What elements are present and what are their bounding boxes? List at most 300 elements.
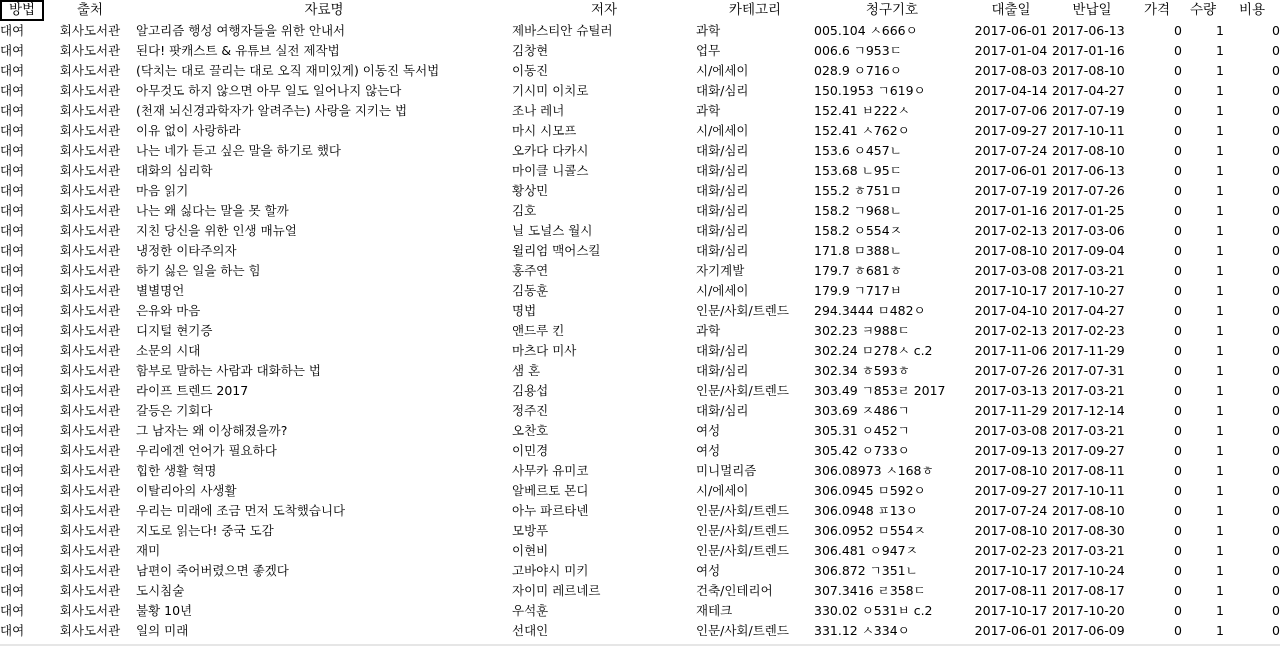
category-cell[interactable]: 인문/사회/트렌드 bbox=[696, 303, 789, 318]
quantity-cell[interactable]: 1 bbox=[1216, 623, 1224, 638]
price-cell[interactable]: 0 bbox=[1174, 23, 1182, 38]
title-cell[interactable]: 소문의 시대 bbox=[136, 343, 201, 358]
quantity-cell[interactable]: 1 bbox=[1216, 323, 1224, 338]
title-cell[interactable]: 일의 미래 bbox=[136, 623, 189, 638]
title-cell[interactable]: 불황 10년 bbox=[136, 603, 193, 618]
loan-date-cell[interactable]: 2017-04-14 bbox=[974, 83, 1048, 98]
column-header-quantity[interactable]: 수량 bbox=[1189, 2, 1217, 18]
author-cell[interactable]: 오카다 다카시 bbox=[512, 143, 589, 158]
source-cell[interactable]: 회사도서관 bbox=[59, 543, 121, 558]
return-date-cell[interactable]: 2017-03-21 bbox=[1052, 423, 1125, 438]
title-cell[interactable]: 재미 bbox=[136, 543, 161, 558]
source-cell[interactable]: 회사도서관 bbox=[59, 383, 121, 398]
loan-date-cell[interactable]: 2017-08-10 bbox=[974, 463, 1048, 478]
cost-cell[interactable]: 0 bbox=[1272, 143, 1280, 158]
quantity-cell[interactable]: 1 bbox=[1216, 483, 1224, 498]
title-cell[interactable]: 함부로 말하는 사람과 대화하는 법 bbox=[136, 363, 321, 378]
cost-cell[interactable]: 0 bbox=[1272, 23, 1280, 38]
category-cell[interactable]: 대화/심리 bbox=[696, 183, 749, 198]
title-cell[interactable]: 별별명언 bbox=[136, 283, 185, 298]
return-date-cell[interactable]: 2017-01-25 bbox=[1052, 203, 1125, 218]
author-cell[interactable]: 앤드루 킨 bbox=[512, 323, 565, 338]
quantity-cell[interactable]: 1 bbox=[1216, 343, 1224, 358]
source-cell[interactable]: 회사도서관 bbox=[59, 223, 121, 238]
method-cell[interactable]: 대여 bbox=[0, 243, 25, 258]
title-cell[interactable]: 하기 싫은 일을 하는 힘 bbox=[136, 263, 261, 278]
call-number-cell[interactable]: 152.41 ㅅ762ㅇ bbox=[814, 123, 910, 138]
method-cell[interactable]: 대여 bbox=[0, 183, 25, 198]
source-cell[interactable]: 회사도서관 bbox=[59, 163, 121, 178]
price-cell[interactable]: 0 bbox=[1174, 123, 1182, 138]
loan-date-cell[interactable]: 2017-03-08 bbox=[974, 423, 1048, 438]
category-cell[interactable]: 대화/심리 bbox=[696, 163, 749, 178]
author-cell[interactable]: 오찬호 bbox=[512, 423, 549, 438]
title-cell[interactable]: 라이프 트렌드 2017 bbox=[136, 383, 249, 398]
cost-cell[interactable]: 0 bbox=[1272, 303, 1280, 318]
author-cell[interactable]: 고바야시 미키 bbox=[512, 563, 589, 578]
loan-date-cell[interactable]: 2017-06-01 bbox=[974, 623, 1048, 638]
method-cell[interactable]: 대여 bbox=[0, 43, 25, 58]
cost-cell[interactable]: 0 bbox=[1272, 543, 1280, 558]
title-cell[interactable]: 이유 없이 사랑하라 bbox=[136, 123, 241, 138]
return-date-cell[interactable]: 2017-10-11 bbox=[1052, 123, 1125, 138]
quantity-cell[interactable]: 1 bbox=[1216, 23, 1224, 38]
loan-date-cell[interactable]: 2017-01-16 bbox=[974, 203, 1048, 218]
quantity-cell[interactable]: 1 bbox=[1216, 583, 1224, 598]
source-cell[interactable]: 회사도서관 bbox=[59, 603, 121, 618]
loan-date-cell[interactable]: 2017-06-01 bbox=[974, 163, 1048, 178]
call-number-cell[interactable]: 303.69 ㅈ486ㄱ bbox=[814, 403, 910, 418]
loan-date-cell[interactable]: 2017-07-24 bbox=[974, 143, 1048, 158]
quantity-cell[interactable]: 1 bbox=[1216, 163, 1224, 178]
source-cell[interactable]: 회사도서관 bbox=[59, 583, 121, 598]
author-cell[interactable]: 선대인 bbox=[512, 623, 549, 638]
return-date-cell[interactable]: 2017-04-27 bbox=[1052, 83, 1125, 98]
column-header-method[interactable]: 방법 bbox=[0, 0, 44, 21]
source-cell[interactable]: 회사도서관 bbox=[59, 503, 121, 518]
source-cell[interactable]: 회사도서관 bbox=[59, 123, 121, 138]
source-cell[interactable]: 회사도서관 bbox=[59, 323, 121, 338]
method-cell[interactable]: 대여 bbox=[0, 383, 25, 398]
return-date-cell[interactable]: 2017-10-20 bbox=[1052, 603, 1125, 618]
price-cell[interactable]: 0 bbox=[1174, 223, 1182, 238]
method-cell[interactable]: 대여 bbox=[0, 563, 25, 578]
author-cell[interactable]: 황상민 bbox=[512, 183, 549, 198]
price-cell[interactable]: 0 bbox=[1174, 63, 1182, 78]
return-date-cell[interactable]: 2017-03-21 bbox=[1052, 543, 1125, 558]
cost-cell[interactable]: 0 bbox=[1272, 203, 1280, 218]
price-cell[interactable]: 0 bbox=[1174, 83, 1182, 98]
category-cell[interactable]: 대화/심리 bbox=[696, 83, 749, 98]
price-cell[interactable]: 0 bbox=[1174, 283, 1182, 298]
method-cell[interactable]: 대여 bbox=[0, 583, 25, 598]
source-cell[interactable]: 회사도서관 bbox=[59, 83, 121, 98]
cost-cell[interactable]: 0 bbox=[1272, 483, 1280, 498]
loan-date-cell[interactable]: 2017-02-23 bbox=[974, 543, 1048, 558]
call-number-cell[interactable]: 330.02 ㅇ531ㅂ c.2 bbox=[814, 603, 933, 618]
method-cell[interactable]: 대여 bbox=[0, 283, 25, 298]
author-cell[interactable]: 마시 시모프 bbox=[512, 123, 577, 138]
method-cell[interactable]: 대여 bbox=[0, 223, 25, 238]
price-cell[interactable]: 0 bbox=[1174, 163, 1182, 178]
category-cell[interactable]: 인문/사회/트렌드 bbox=[696, 523, 789, 538]
call-number-cell[interactable]: 302.34 ㅎ593ㅎ bbox=[814, 363, 910, 378]
cost-cell[interactable]: 0 bbox=[1272, 83, 1280, 98]
cost-cell[interactable]: 0 bbox=[1272, 423, 1280, 438]
price-cell[interactable]: 0 bbox=[1174, 303, 1182, 318]
price-cell[interactable]: 0 bbox=[1174, 623, 1182, 638]
title-cell[interactable]: 이탈리아의 사생활 bbox=[136, 483, 237, 498]
loan-date-cell[interactable]: 2017-10-17 bbox=[974, 563, 1048, 578]
method-cell[interactable]: 대여 bbox=[0, 443, 25, 458]
price-cell[interactable]: 0 bbox=[1174, 583, 1182, 598]
price-cell[interactable]: 0 bbox=[1174, 423, 1182, 438]
quantity-cell[interactable]: 1 bbox=[1216, 383, 1224, 398]
source-cell[interactable]: 회사도서관 bbox=[59, 523, 121, 538]
category-cell[interactable]: 대화/심리 bbox=[696, 203, 749, 218]
quantity-cell[interactable]: 1 bbox=[1216, 283, 1224, 298]
method-cell[interactable]: 대여 bbox=[0, 623, 25, 638]
method-cell[interactable]: 대여 bbox=[0, 123, 25, 138]
quantity-cell[interactable]: 1 bbox=[1216, 463, 1224, 478]
title-cell[interactable]: 된다! 팟캐스트 & 유튜브 실전 제작법 bbox=[136, 43, 340, 58]
cost-cell[interactable]: 0 bbox=[1272, 343, 1280, 358]
title-cell[interactable]: 갈등은 기회다 bbox=[136, 403, 213, 418]
title-cell[interactable]: (천재 뇌신경과학자가 알려주는) 사랑을 지키는 법 bbox=[136, 103, 408, 118]
category-cell[interactable]: 자기계발 bbox=[696, 263, 745, 278]
author-cell[interactable]: 윌리엄 맥어스킬 bbox=[512, 243, 601, 258]
loan-date-cell[interactable]: 2017-08-10 bbox=[974, 243, 1048, 258]
price-cell[interactable]: 0 bbox=[1174, 403, 1182, 418]
source-cell[interactable]: 회사도서관 bbox=[59, 263, 121, 278]
author-cell[interactable]: 정주진 bbox=[512, 403, 549, 418]
source-cell[interactable]: 회사도서관 bbox=[59, 243, 121, 258]
source-cell[interactable]: 회사도서관 bbox=[59, 23, 121, 38]
author-cell[interactable]: 김창현 bbox=[512, 43, 549, 58]
title-cell[interactable]: 냉정한 이타주의자 bbox=[136, 243, 237, 258]
loan-date-cell[interactable]: 2017-11-29 bbox=[974, 403, 1048, 418]
loan-date-cell[interactable]: 2017-06-01 bbox=[974, 23, 1048, 38]
method-cell[interactable]: 대여 bbox=[0, 263, 25, 278]
call-number-cell[interactable]: 153.6 ㅇ457ㄴ bbox=[814, 143, 902, 158]
category-cell[interactable]: 대화/심리 bbox=[696, 403, 749, 418]
source-cell[interactable]: 회사도서관 bbox=[59, 443, 121, 458]
author-cell[interactable]: 김호 bbox=[512, 203, 537, 218]
cost-cell[interactable]: 0 bbox=[1272, 583, 1280, 598]
return-date-cell[interactable]: 2017-09-04 bbox=[1052, 243, 1125, 258]
source-cell[interactable]: 회사도서관 bbox=[59, 343, 121, 358]
quantity-cell[interactable]: 1 bbox=[1216, 603, 1224, 618]
source-cell[interactable]: 회사도서관 bbox=[59, 183, 121, 198]
column-header-source[interactable]: 출처 bbox=[76, 2, 104, 18]
call-number-cell[interactable]: 306.0948 ㅍ13ㅇ bbox=[814, 503, 918, 518]
quantity-cell[interactable]: 1 bbox=[1216, 223, 1224, 238]
author-cell[interactable]: 알베르토 몬디 bbox=[512, 483, 589, 498]
price-cell[interactable]: 0 bbox=[1174, 43, 1182, 58]
return-date-cell[interactable]: 2017-08-10 bbox=[1052, 63, 1125, 78]
title-cell[interactable]: 도시침술 bbox=[136, 583, 185, 598]
source-cell[interactable]: 회사도서관 bbox=[59, 63, 121, 78]
return-date-cell[interactable]: 2017-10-24 bbox=[1052, 563, 1125, 578]
category-cell[interactable]: 과학 bbox=[696, 103, 721, 118]
quantity-cell[interactable]: 1 bbox=[1216, 143, 1224, 158]
call-number-cell[interactable]: 155.2 ㅎ751ㅁ bbox=[814, 183, 902, 198]
return-date-cell[interactable]: 2017-06-13 bbox=[1052, 23, 1125, 38]
title-cell[interactable]: 대화의 심리학 bbox=[136, 163, 213, 178]
category-cell[interactable]: 여성 bbox=[696, 423, 721, 438]
category-cell[interactable]: 인문/사회/트렌드 bbox=[696, 543, 789, 558]
call-number-cell[interactable]: 158.2 ㄱ968ㄴ bbox=[814, 203, 902, 218]
source-cell[interactable]: 회사도서관 bbox=[59, 403, 121, 418]
quantity-cell[interactable]: 1 bbox=[1216, 103, 1224, 118]
loan-date-cell[interactable]: 2017-09-13 bbox=[974, 443, 1048, 458]
return-date-cell[interactable]: 2017-08-10 bbox=[1052, 503, 1125, 518]
return-date-cell[interactable]: 2017-01-16 bbox=[1052, 43, 1125, 58]
method-cell[interactable]: 대여 bbox=[0, 503, 25, 518]
price-cell[interactable]: 0 bbox=[1174, 143, 1182, 158]
method-cell[interactable]: 대여 bbox=[0, 483, 25, 498]
quantity-cell[interactable]: 1 bbox=[1216, 523, 1224, 538]
call-number-cell[interactable]: 179.9 ㄱ717ㅂ bbox=[814, 283, 902, 298]
quantity-cell[interactable]: 1 bbox=[1216, 543, 1224, 558]
author-cell[interactable]: 마츠다 미사 bbox=[512, 343, 577, 358]
call-number-cell[interactable]: 303.49 ㄱ853ㄹ 2017 bbox=[814, 383, 946, 398]
loan-date-cell[interactable]: 2017-08-10 bbox=[974, 523, 1048, 538]
cost-cell[interactable]: 0 bbox=[1272, 603, 1280, 618]
call-number-cell[interactable]: 331.12 ㅅ334ㅇ bbox=[814, 623, 910, 638]
price-cell[interactable]: 0 bbox=[1174, 263, 1182, 278]
price-cell[interactable]: 0 bbox=[1174, 563, 1182, 578]
author-cell[interactable]: 명법 bbox=[512, 303, 537, 318]
return-date-cell[interactable]: 2017-10-11 bbox=[1052, 483, 1125, 498]
quantity-cell[interactable]: 1 bbox=[1216, 443, 1224, 458]
call-number-cell[interactable]: 294.3444 ㅁ482ㅇ bbox=[814, 303, 926, 318]
column-header-category[interactable]: 카테고리 bbox=[728, 2, 782, 18]
source-cell[interactable]: 회사도서관 bbox=[59, 423, 121, 438]
cost-cell[interactable]: 0 bbox=[1272, 363, 1280, 378]
author-cell[interactable]: 김동훈 bbox=[512, 283, 549, 298]
method-cell[interactable]: 대여 bbox=[0, 23, 25, 38]
method-cell[interactable]: 대여 bbox=[0, 603, 25, 618]
cost-cell[interactable]: 0 bbox=[1272, 183, 1280, 198]
title-cell[interactable]: 디지털 현기증 bbox=[136, 323, 213, 338]
call-number-cell[interactable]: 306.872 ㄱ351ㄴ bbox=[814, 563, 918, 578]
category-cell[interactable]: 대화/심리 bbox=[696, 343, 749, 358]
price-cell[interactable]: 0 bbox=[1174, 363, 1182, 378]
cost-cell[interactable]: 0 bbox=[1272, 463, 1280, 478]
return-date-cell[interactable]: 2017-10-27 bbox=[1052, 283, 1125, 298]
price-cell[interactable]: 0 bbox=[1174, 463, 1182, 478]
return-date-cell[interactable]: 2017-08-10 bbox=[1052, 143, 1125, 158]
source-cell[interactable]: 회사도서관 bbox=[59, 303, 121, 318]
method-cell[interactable]: 대여 bbox=[0, 63, 25, 78]
category-cell[interactable]: 대화/심리 bbox=[696, 143, 749, 158]
column-header-price[interactable]: 가격 bbox=[1143, 2, 1171, 18]
return-date-cell[interactable]: 2017-06-13 bbox=[1052, 163, 1125, 178]
category-cell[interactable]: 대화/심리 bbox=[696, 223, 749, 238]
cost-cell[interactable]: 0 bbox=[1272, 103, 1280, 118]
category-cell[interactable]: 시/에세이 bbox=[696, 63, 749, 78]
method-cell[interactable]: 대여 bbox=[0, 363, 25, 378]
quantity-cell[interactable]: 1 bbox=[1216, 43, 1224, 58]
method-cell[interactable]: 대여 bbox=[0, 83, 25, 98]
author-cell[interactable]: 사무카 유미코 bbox=[512, 463, 589, 478]
return-date-cell[interactable]: 2017-03-21 bbox=[1052, 383, 1125, 398]
price-cell[interactable]: 0 bbox=[1174, 243, 1182, 258]
source-cell[interactable]: 회사도서관 bbox=[59, 203, 121, 218]
author-cell[interactable]: 김용섭 bbox=[512, 383, 549, 398]
author-cell[interactable]: 아누 파르타넨 bbox=[512, 503, 589, 518]
return-date-cell[interactable]: 2017-04-27 bbox=[1052, 303, 1125, 318]
method-cell[interactable]: 대여 bbox=[0, 303, 25, 318]
price-cell[interactable]: 0 bbox=[1174, 343, 1182, 358]
cost-cell[interactable]: 0 bbox=[1272, 383, 1280, 398]
call-number-cell[interactable]: 158.2 ㅇ554ㅈ bbox=[814, 223, 902, 238]
cost-cell[interactable]: 0 bbox=[1272, 163, 1280, 178]
loan-date-cell[interactable]: 2017-04-10 bbox=[974, 303, 1048, 318]
title-cell[interactable]: 지도로 읽는다! 중국 도감 bbox=[136, 523, 274, 538]
author-cell[interactable]: 이동진 bbox=[512, 63, 549, 78]
return-date-cell[interactable]: 2017-11-29 bbox=[1052, 343, 1125, 358]
call-number-cell[interactable]: 306.0952 ㅁ554ㅈ bbox=[814, 523, 926, 538]
call-number-cell[interactable]: 302.24 ㅁ278ㅅ c.2 bbox=[814, 343, 933, 358]
call-number-cell[interactable]: 171.8 ㅁ388ㄴ bbox=[814, 243, 902, 258]
category-cell[interactable]: 인문/사회/트렌드 bbox=[696, 383, 789, 398]
cost-cell[interactable]: 0 bbox=[1272, 123, 1280, 138]
author-cell[interactable]: 홍주연 bbox=[512, 263, 549, 278]
title-cell[interactable]: 은유와 마음 bbox=[136, 303, 201, 318]
title-cell[interactable]: 힙한 생활 혁명 bbox=[136, 463, 217, 478]
title-cell[interactable]: 남편이 죽어버렸으면 좋겠다 bbox=[136, 563, 289, 578]
loan-date-cell[interactable]: 2017-09-27 bbox=[974, 123, 1048, 138]
loan-date-cell[interactable]: 2017-09-27 bbox=[974, 483, 1048, 498]
cost-cell[interactable]: 0 bbox=[1272, 263, 1280, 278]
quantity-cell[interactable]: 1 bbox=[1216, 263, 1224, 278]
call-number-cell[interactable]: 005.104 ㅅ666ㅇ bbox=[814, 23, 918, 38]
method-cell[interactable]: 대여 bbox=[0, 203, 25, 218]
price-cell[interactable]: 0 bbox=[1174, 183, 1182, 198]
method-cell[interactable]: 대여 bbox=[0, 143, 25, 158]
author-cell[interactable]: 모방푸 bbox=[512, 523, 549, 538]
loan-date-cell[interactable]: 2017-07-06 bbox=[974, 103, 1048, 118]
return-date-cell[interactable]: 2017-08-11 bbox=[1052, 463, 1125, 478]
title-cell[interactable]: 나는 왜 싫다는 말을 못 할까 bbox=[136, 203, 289, 218]
source-cell[interactable]: 회사도서관 bbox=[59, 623, 121, 638]
call-number-cell[interactable]: 306.481 ㅇ947ㅈ bbox=[814, 543, 918, 558]
title-cell[interactable]: 지친 당신을 위한 인생 매뉴얼 bbox=[136, 223, 297, 238]
cost-cell[interactable]: 0 bbox=[1272, 443, 1280, 458]
quantity-cell[interactable]: 1 bbox=[1216, 303, 1224, 318]
method-cell[interactable]: 대여 bbox=[0, 423, 25, 438]
cost-cell[interactable]: 0 bbox=[1272, 63, 1280, 78]
price-cell[interactable]: 0 bbox=[1174, 523, 1182, 538]
cost-cell[interactable]: 0 bbox=[1272, 283, 1280, 298]
return-date-cell[interactable]: 2017-09-27 bbox=[1052, 443, 1125, 458]
category-cell[interactable]: 업무 bbox=[696, 43, 721, 58]
quantity-cell[interactable]: 1 bbox=[1216, 403, 1224, 418]
loan-date-cell[interactable]: 2017-02-13 bbox=[974, 323, 1048, 338]
call-number-cell[interactable]: 006.6 ㄱ953ㄷ bbox=[814, 43, 902, 58]
loan-date-cell[interactable]: 2017-03-13 bbox=[974, 383, 1048, 398]
return-date-cell[interactable]: 2017-06-09 bbox=[1052, 623, 1125, 638]
quantity-cell[interactable]: 1 bbox=[1216, 123, 1224, 138]
method-cell[interactable]: 대여 bbox=[0, 523, 25, 538]
quantity-cell[interactable]: 1 bbox=[1216, 83, 1224, 98]
title-cell[interactable]: 그 남자는 왜 이상해졌을까? bbox=[136, 423, 288, 438]
call-number-cell[interactable]: 306.08973 ㅅ168ㅎ bbox=[814, 463, 934, 478]
category-cell[interactable]: 대화/심리 bbox=[696, 363, 749, 378]
source-cell[interactable]: 회사도서관 bbox=[59, 463, 121, 478]
loan-date-cell[interactable]: 2017-07-24 bbox=[974, 503, 1048, 518]
author-cell[interactable]: 조나 레너 bbox=[512, 103, 565, 118]
return-date-cell[interactable]: 2017-07-31 bbox=[1052, 363, 1125, 378]
method-cell[interactable]: 대여 bbox=[0, 403, 25, 418]
cost-cell[interactable]: 0 bbox=[1272, 243, 1280, 258]
author-cell[interactable]: 우석훈 bbox=[512, 603, 549, 618]
loan-date-cell[interactable]: 2017-03-08 bbox=[974, 263, 1048, 278]
category-cell[interactable]: 미니멀리즘 bbox=[696, 463, 757, 478]
loan-date-cell[interactable]: 2017-11-06 bbox=[974, 343, 1048, 358]
price-cell[interactable]: 0 bbox=[1174, 203, 1182, 218]
source-cell[interactable]: 회사도서관 bbox=[59, 363, 121, 378]
column-header-loan-date[interactable]: 대출일 bbox=[991, 2, 1031, 18]
quantity-cell[interactable]: 1 bbox=[1216, 363, 1224, 378]
return-date-cell[interactable]: 2017-12-14 bbox=[1052, 403, 1125, 418]
author-cell[interactable]: 이현비 bbox=[512, 543, 549, 558]
quantity-cell[interactable]: 1 bbox=[1216, 503, 1224, 518]
return-date-cell[interactable]: 2017-08-30 bbox=[1052, 523, 1125, 538]
return-date-cell[interactable]: 2017-03-06 bbox=[1052, 223, 1125, 238]
price-cell[interactable]: 0 bbox=[1174, 503, 1182, 518]
price-cell[interactable]: 0 bbox=[1174, 323, 1182, 338]
cost-cell[interactable]: 0 bbox=[1272, 223, 1280, 238]
title-cell[interactable]: (닥치는 대로 끌리는 대로 오직 재미있게) 이동진 독서법 bbox=[136, 63, 440, 78]
call-number-cell[interactable]: 150.1953 ㄱ619ㅇ bbox=[814, 83, 926, 98]
price-cell[interactable]: 0 bbox=[1174, 543, 1182, 558]
quantity-cell[interactable]: 1 bbox=[1216, 63, 1224, 78]
method-cell[interactable]: 대여 bbox=[0, 103, 25, 118]
column-header-title[interactable]: 자료명 bbox=[304, 2, 344, 18]
source-cell[interactable]: 회사도서관 bbox=[59, 143, 121, 158]
method-cell[interactable]: 대여 bbox=[0, 323, 25, 338]
price-cell[interactable]: 0 bbox=[1174, 603, 1182, 618]
quantity-cell[interactable]: 1 bbox=[1216, 243, 1224, 258]
call-number-cell[interactable]: 152.41 ㅂ222ㅅ bbox=[814, 103, 910, 118]
title-cell[interactable]: 우리에겐 언어가 필요하다 bbox=[136, 443, 277, 458]
category-cell[interactable]: 건축/인테리어 bbox=[696, 583, 773, 598]
call-number-cell[interactable]: 306.0945 ㅁ592ㅇ bbox=[814, 483, 926, 498]
author-cell[interactable]: 자이미 레르네르 bbox=[512, 583, 601, 598]
column-header-cost[interactable]: 비용 bbox=[1238, 2, 1266, 18]
loan-date-cell[interactable]: 2017-10-17 bbox=[974, 603, 1048, 618]
method-cell[interactable]: 대여 bbox=[0, 163, 25, 178]
quantity-cell[interactable]: 1 bbox=[1216, 563, 1224, 578]
title-cell[interactable]: 우리는 미래에 조금 먼저 도착했습니다 bbox=[136, 503, 346, 518]
quantity-cell[interactable]: 1 bbox=[1216, 183, 1224, 198]
cost-cell[interactable]: 0 bbox=[1272, 503, 1280, 518]
column-header-author[interactable]: 저자 bbox=[590, 2, 618, 18]
loan-date-cell[interactable]: 2017-08-11 bbox=[974, 583, 1048, 598]
author-cell[interactable]: 샘 혼 bbox=[512, 363, 541, 378]
call-number-cell[interactable]: 302.23 ㅋ988ㄷ bbox=[814, 323, 910, 338]
price-cell[interactable]: 0 bbox=[1174, 443, 1182, 458]
column-header-return-date[interactable]: 반납일 bbox=[1072, 2, 1112, 18]
author-cell[interactable]: 기시미 이치로 bbox=[512, 83, 589, 98]
title-cell[interactable]: 아무것도 하지 않으면 아무 일도 일어나지 않는다 bbox=[136, 83, 402, 98]
category-cell[interactable]: 인문/사회/트렌드 bbox=[696, 503, 789, 518]
loan-date-cell[interactable]: 2017-01-04 bbox=[974, 43, 1048, 58]
cost-cell[interactable]: 0 bbox=[1272, 523, 1280, 538]
